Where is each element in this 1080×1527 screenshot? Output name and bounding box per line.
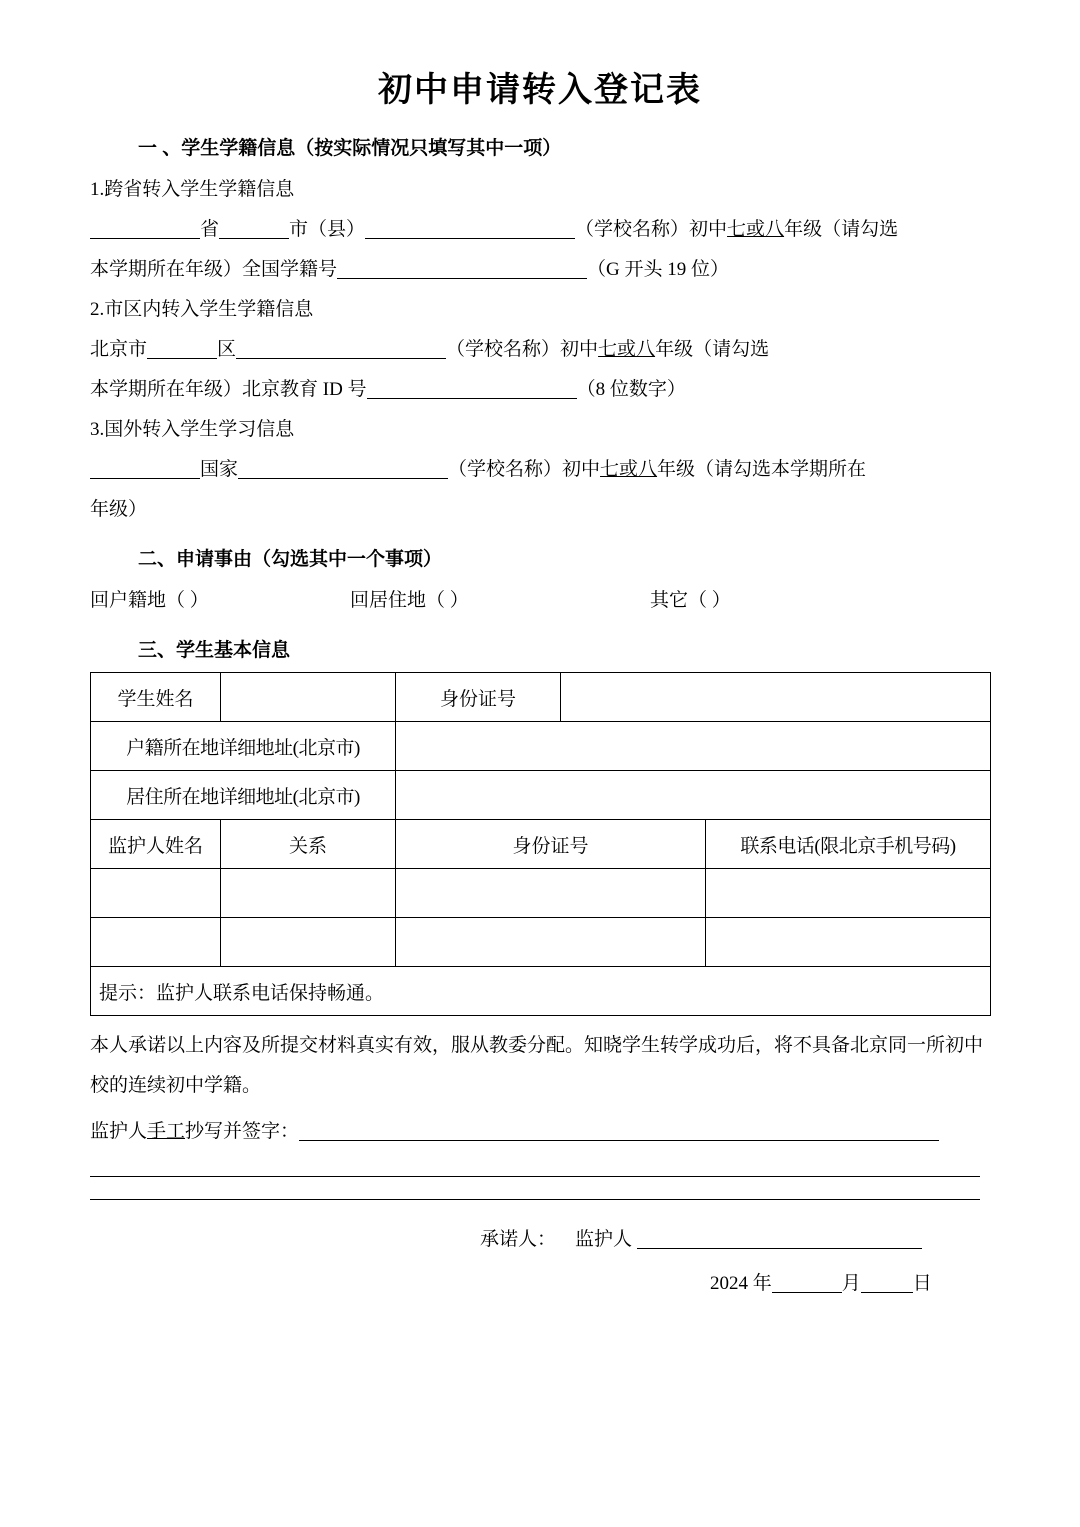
guardian-1-name[interactable] (91, 869, 221, 918)
signature-blank-1[interactable] (299, 1120, 939, 1141)
national-id-label: 本学期所在年级）全国学籍号 (90, 259, 338, 280)
guardian-id-header: 身份证号 (396, 820, 706, 869)
guardian-2-name[interactable] (91, 918, 221, 967)
national-student-id-blank[interactable] (337, 258, 587, 279)
residence-address-label: 居住所在地详细地址(北京市) (91, 771, 396, 820)
table-row (91, 918, 991, 967)
school-name-label-3: （学校名称）初中 (448, 459, 601, 480)
guardian-sign-label-a: 监护人 (90, 1121, 148, 1142)
guardian-2-id[interactable] (396, 918, 706, 967)
grade-suffix-3: 年级（请勾选本学期所在 (657, 459, 867, 480)
section-1-item-1-line-2 (90, 250, 990, 290)
table-row (91, 673, 991, 722)
city-blank[interactable] (219, 218, 289, 239)
document-content (90, 0, 990, 1295)
section-2-heading: 二、申请事由（勾选其中一个事项） (138, 549, 443, 570)
student-name-label: 学生姓名 (91, 673, 221, 722)
school-name-label-2: （学校名称）初中 (446, 339, 599, 360)
household-address-label: 户籍所在地详细地址(北京市) (91, 722, 396, 771)
province-blank[interactable] (90, 218, 200, 239)
guardian-signature-line (90, 1110, 990, 1154)
promisor-signature-blank[interactable] (637, 1228, 922, 1249)
date-day: 日 (912, 1273, 932, 1294)
section-1-item-3-line-1 (90, 450, 990, 490)
section-3-heading: 三、学生基本信息 (138, 640, 291, 661)
student-id-label: 身份证号 (396, 673, 561, 722)
guardian-2-phone[interactable] (706, 918, 991, 967)
residence-address-value[interactable] (396, 771, 991, 820)
guardian-phone-note: 提示：监护人联系电话保持畅通。 (91, 967, 991, 1016)
beijing-edu-id-label: 本学期所在年级）北京教育 ID 号 (90, 379, 367, 400)
reason-option-other[interactable]: 其它（ ） (650, 590, 731, 611)
month-blank[interactable] (772, 1272, 842, 1293)
section-1-item-2-line-1 (90, 330, 990, 370)
reason-option-residence[interactable]: 回居住地（ ） (350, 590, 469, 611)
promisor-label: 承诺人： (480, 1229, 557, 1250)
household-address-value[interactable] (396, 722, 991, 771)
grade-choice-2[interactable]: 七或八 (598, 339, 656, 360)
guardian-1-id[interactable] (396, 869, 706, 918)
student-name-value[interactable] (221, 673, 396, 722)
student-info-table (90, 672, 991, 1016)
section-1-item-1-label: 1.跨省转入学生学籍信息 (90, 179, 295, 200)
district-blank[interactable] (147, 338, 217, 359)
guardian-phone-header: 联系电话(限北京手机号码) (706, 820, 991, 869)
section-1-item-2-line-2 (90, 370, 990, 410)
guardian-name-header: 监护人姓名 (91, 820, 221, 869)
grade-suffix-2: 年级（请勾选 (655, 339, 770, 360)
section-1-item-2-label: 2.市区内转入学生学籍信息 (90, 299, 314, 320)
student-id-value[interactable] (561, 673, 991, 722)
table-header-row (91, 820, 991, 869)
country-blank[interactable] (90, 458, 200, 479)
date-line (90, 1268, 990, 1295)
table-row (91, 967, 991, 1016)
guardian-1-relation[interactable] (221, 869, 396, 918)
table-row (91, 869, 991, 918)
grade-choice-1[interactable]: 七或八 (727, 219, 785, 240)
school-name-blank-2[interactable] (236, 338, 446, 359)
beijing-label: 北京市 (90, 339, 148, 360)
beijing-edu-id-blank[interactable] (367, 378, 577, 399)
section-1-item-3-line-2: 年级） (90, 499, 148, 520)
school-name-blank-3[interactable] (238, 458, 448, 479)
table-row (91, 722, 991, 771)
day-blank[interactable] (861, 1272, 913, 1293)
date-year: 2024 年 (710, 1273, 772, 1294)
national-id-hint: （G 开头 19 位） (587, 259, 729, 280)
grade-choice-3[interactable]: 七或八 (600, 459, 658, 480)
grade-suffix-1: 年级（请勾选 (784, 219, 899, 240)
section-1-item-1-line-1 (90, 210, 990, 250)
reason-option-household[interactable]: 回户籍地（ ） (90, 590, 209, 611)
date-month: 月 (841, 1273, 861, 1294)
guardian-label: 监护人 (575, 1229, 633, 1250)
table-row (91, 771, 991, 820)
guardian-sign-label-emph: 手工 (147, 1121, 186, 1142)
country-label: 国家 (200, 459, 239, 480)
promisor-line (90, 1218, 990, 1262)
school-name-label-1: （学校名称）初中 (575, 219, 728, 240)
signature-blank-2[interactable] (90, 1176, 980, 1177)
signature-blank-3[interactable] (90, 1199, 980, 1200)
guardian-relation-header: 关系 (221, 820, 396, 869)
province-label: 省 (200, 219, 220, 240)
city-label: 市（县） (289, 219, 366, 240)
district-label: 区 (217, 339, 237, 360)
guardian-sign-label-c: 抄写并签字： (185, 1121, 300, 1142)
beijing-edu-id-hint: （8 位数字） (576, 379, 686, 400)
application-reason-options (90, 581, 990, 621)
section-1-heading: 一 、学生学籍信息（按实际情况只填写其中一项） (138, 138, 562, 159)
page-title: 初中申请转入登记表 (378, 72, 702, 109)
section-1-item-3-label: 3.国外转入学生学习信息 (90, 419, 295, 440)
guardian-1-phone[interactable] (706, 869, 991, 918)
commitment-paragraph: 本人承诺以上内容及所提交材料真实有效，服从教委分配。知晓学生转学成功后，将不具备北京同一所初中校的连续初中学籍。 (90, 1035, 984, 1096)
school-name-blank-1[interactable] (365, 218, 575, 239)
guardian-2-relation[interactable] (221, 918, 396, 967)
